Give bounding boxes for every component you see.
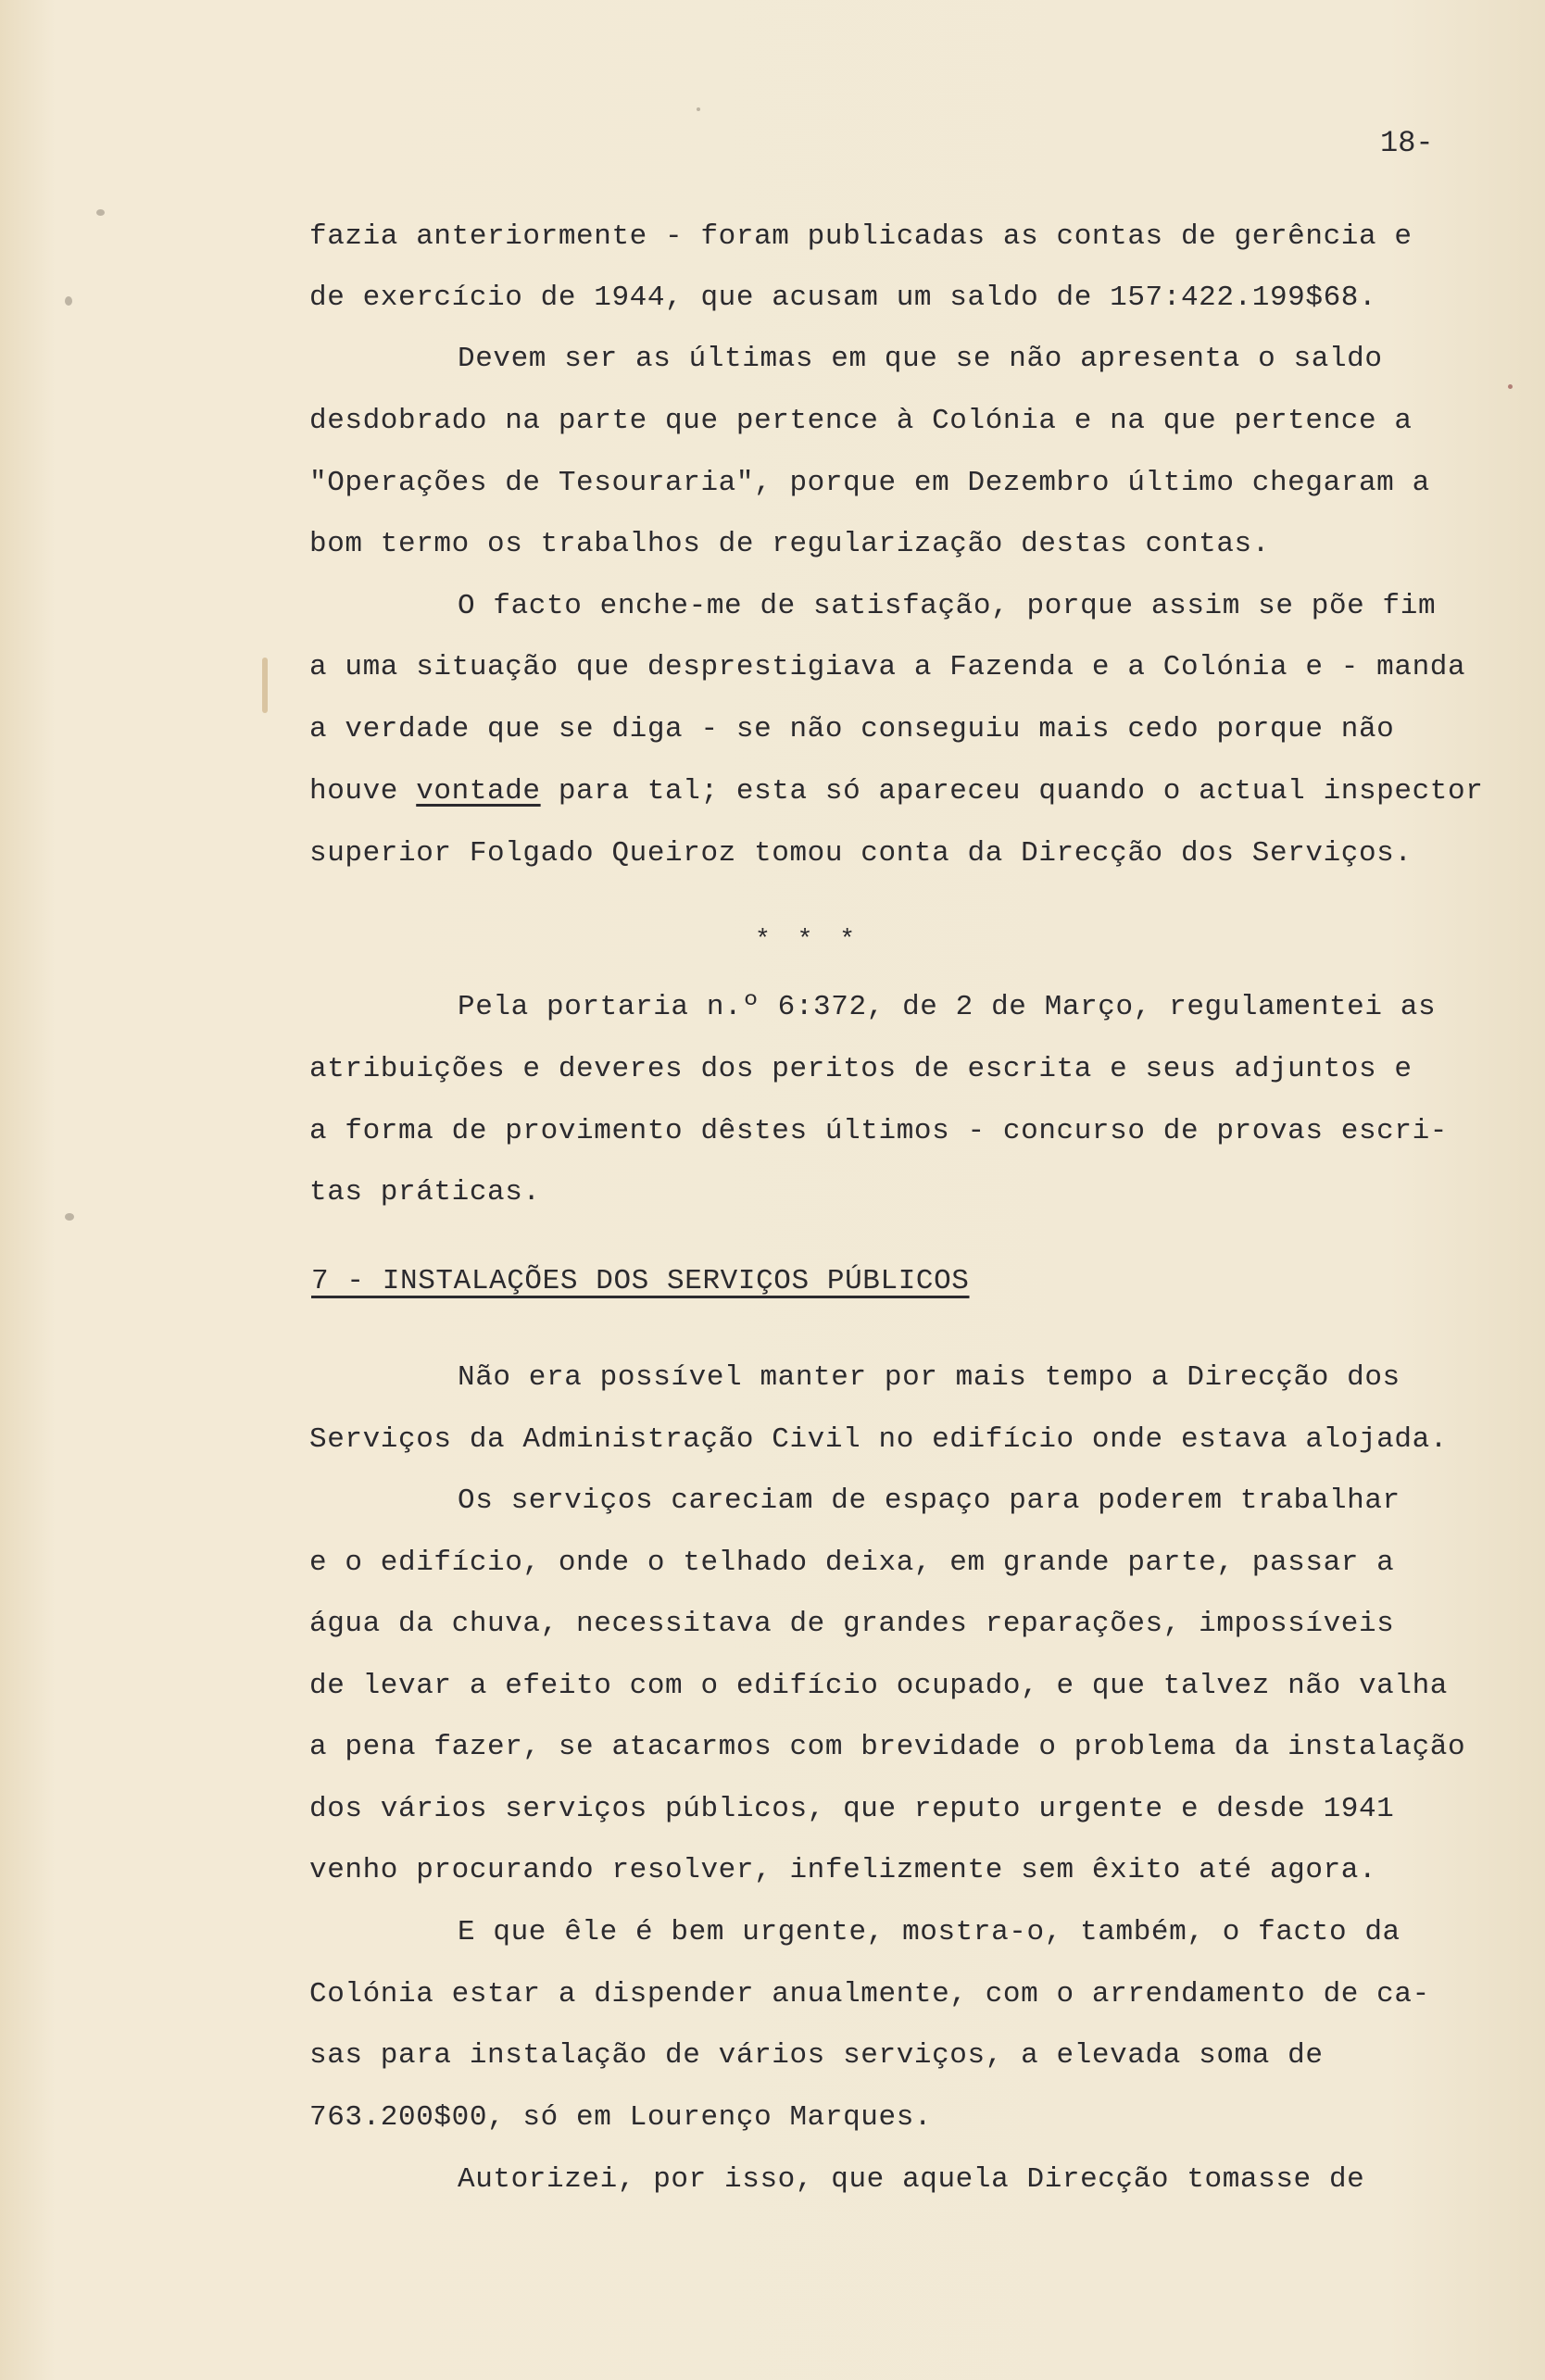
- section-separator: * * *: [755, 926, 861, 955]
- paper-speck: [96, 209, 105, 216]
- text-line: tas práticas.: [309, 1176, 541, 1209]
- paper-speck: [65, 296, 72, 306]
- text-line: O facto enche-me de satisfação, porque assim se põe fim: [458, 590, 1437, 622]
- paper-speck: [1508, 384, 1513, 389]
- text-line: Autorizei, por isso, que aquela Direcção tomasse de: [458, 2163, 1365, 2196]
- text-line: água da chuva, necessitava de grandes reparações, impossíveis: [309, 1608, 1395, 1640]
- text-line: a uma situação que desprestigiava a Fazenda e a Colónia e - manda: [309, 651, 1466, 683]
- text-line: 763.200$00, só em Lourenço Marques.: [309, 2101, 933, 2134]
- text-line: superior Folgado Queiroz tomou conta da Direcção dos Serviços.: [309, 837, 1413, 870]
- text-line: Colónia estar a dispender anualmente, com o arrendamento de ca-: [309, 1978, 1430, 2010]
- paper-speck: [65, 1213, 74, 1221]
- text-line: atribuições e deveres dos peritos de escrita e seus adjuntos e: [309, 1053, 1413, 1085]
- text-line: Devem ser as últimas em que se não apresenta o saldo: [458, 343, 1383, 375]
- text-line: desdobrado na parte que pertence à Colónia e na que pertence a: [309, 405, 1413, 437]
- text-line: venho procurando resolver, infelizmente sem êxito até agora.: [309, 1854, 1377, 1886]
- text-line: sas para instalação de vários serviços, a elevada soma de: [309, 2039, 1324, 2072]
- text-line: a pena fazer, se atacarmos com brevidade o problema da instalação: [309, 1731, 1466, 1763]
- page-number: 18-: [1380, 126, 1434, 160]
- text-line: Serviços da Administração Civil no edifício onde estava alojada.: [309, 1423, 1448, 1456]
- text-line: Não era possível manter por mais tempo a Direcção dos: [458, 1361, 1401, 1394]
- text-fragment: houve: [309, 775, 417, 808]
- text-line: Os serviços careciam de espaço para poderem trabalhar: [458, 1484, 1401, 1517]
- text-line: e o edifício, onde o telhado deixa, em grande parte, passar a: [309, 1547, 1395, 1579]
- text-line: de exercício de 1944, que acusam um saldo de 157:422.199$68.: [309, 282, 1377, 314]
- text-line: Pela portaria n.º 6:372, de 2 de Março, regulamentei as: [458, 991, 1437, 1023]
- text-line: de levar a efeito com o edifício ocupado, e que talvez não valha: [309, 1670, 1448, 1702]
- text-line: dos vários serviços públicos, que reputo urgente e desde 1941: [309, 1793, 1395, 1825]
- underlined-word: vontade: [416, 775, 541, 808]
- text-fragment: para tal; esta só apareceu quando o actual inspector: [540, 775, 1484, 808]
- text-line: a forma de provimento dêstes últimos - concurso de provas escri-: [309, 1115, 1448, 1147]
- text-line: a verdade que se diga - se não conseguiu mais cedo porque não: [309, 713, 1395, 745]
- text-line: fazia anteriormente - foram publicadas as contas de gerência e: [309, 220, 1413, 253]
- text-line: "Operações de Tesouraria", porque em Dezembro último chegaram a: [309, 467, 1430, 499]
- text-line: E que êle é bem urgente, mostra-o, também, o facto da: [458, 1916, 1401, 1948]
- paper-speck: [697, 107, 700, 111]
- paper-stain: [262, 658, 268, 713]
- text-line: [309, 773, 1483, 810]
- text-line: bom termo os trabalhos de regularização destas contas.: [309, 528, 1270, 560]
- section-heading: 7 - INSTALAÇÕES DOS SERVIÇOS PÚBLICOS: [311, 1265, 970, 1297]
